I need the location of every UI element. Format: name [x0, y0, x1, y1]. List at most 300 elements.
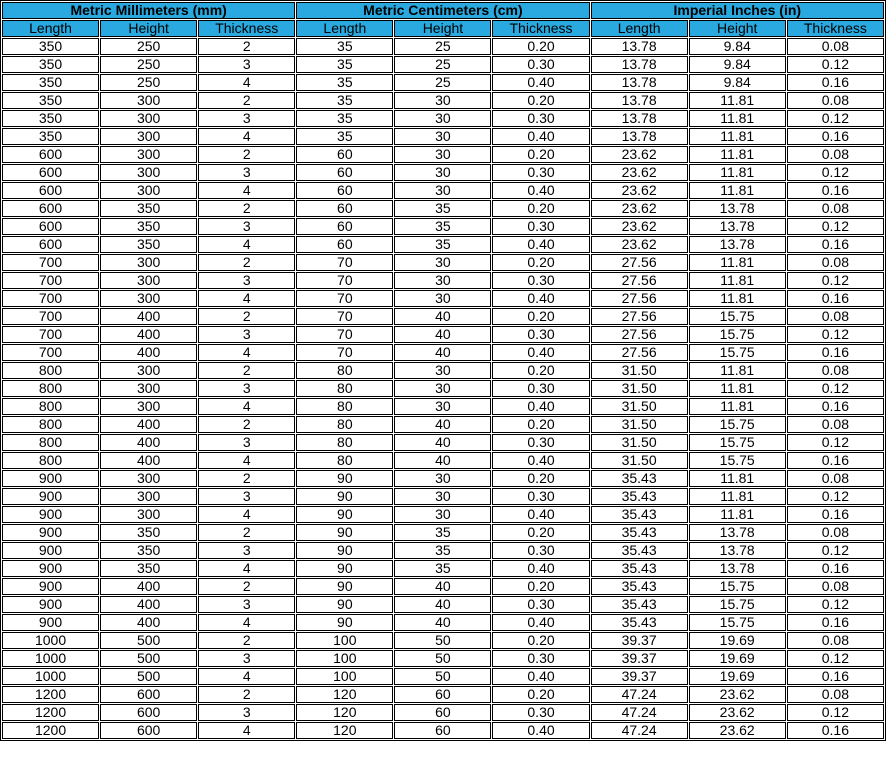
table-cell: 0.40: [492, 614, 589, 631]
table-row: [2, 650, 884, 667]
table-cell: 4: [198, 506, 295, 523]
table-cell: 0.40: [492, 506, 589, 523]
table-cell: 900: [2, 560, 99, 577]
table-cell: 900: [2, 470, 99, 487]
table-cell: 700: [2, 272, 99, 289]
table-cell: 23.62: [591, 164, 688, 181]
table-cell: 0.12: [787, 56, 884, 73]
table-row: [2, 326, 884, 343]
table-cell: 3: [198, 272, 295, 289]
table-cell: 80: [296, 452, 393, 469]
table-cell: 800: [2, 380, 99, 397]
table-cell: 0.16: [787, 614, 884, 631]
table-cell: 70: [296, 326, 393, 343]
table-cell: 2: [198, 578, 295, 595]
table-cell: 35: [296, 92, 393, 109]
table-row: [2, 74, 884, 91]
table-cell: 2: [198, 416, 295, 433]
table-cell: 300: [100, 362, 197, 379]
table-cell: 0.20: [492, 470, 589, 487]
column-header-row: [2, 20, 884, 37]
table-cell: 31.50: [591, 398, 688, 415]
table-cell: 350: [2, 38, 99, 55]
table-cell: 0.40: [492, 344, 589, 361]
table-cell: 11.81: [689, 380, 786, 397]
table-cell: 40: [394, 596, 491, 613]
table-cell: 13.78: [591, 128, 688, 145]
table-cell: 80: [296, 434, 393, 451]
table-cell: 35: [394, 524, 491, 541]
table-cell: 60: [296, 164, 393, 181]
table-cell: 3: [198, 542, 295, 559]
table-cell: 0.16: [787, 128, 884, 145]
table-cell: 0.30: [492, 110, 589, 127]
table-cell: 19.69: [689, 668, 786, 685]
table-cell: 300: [100, 92, 197, 109]
table-cell: 600: [2, 236, 99, 253]
table-cell: 400: [100, 344, 197, 361]
table-cell: 35: [394, 560, 491, 577]
group-header-metric-millimeters: Metric Millimeters (mm): [2, 2, 295, 19]
table-cell: 11.81: [689, 110, 786, 127]
table-cell: 0.30: [492, 164, 589, 181]
table-cell: 900: [2, 542, 99, 559]
table-cell: 0.12: [787, 596, 884, 613]
table-cell: 90: [296, 596, 393, 613]
table-cell: 3: [198, 218, 295, 235]
table-cell: 90: [296, 560, 393, 577]
table-cell: 0.16: [787, 182, 884, 199]
table-cell: 47.24: [591, 704, 688, 721]
table-cell: 15.75: [689, 308, 786, 325]
table-cell: 0.40: [492, 182, 589, 199]
table-cell: 35: [394, 200, 491, 217]
table-cell: 0.08: [787, 524, 884, 541]
table-cell: 0.08: [787, 416, 884, 433]
table-cell: 400: [100, 434, 197, 451]
table-cell: 300: [100, 164, 197, 181]
table-cell: 60: [394, 722, 491, 739]
table-cell: 3: [198, 110, 295, 127]
table-cell: 11.81: [689, 470, 786, 487]
table-cell: 13.78: [591, 110, 688, 127]
table-cell: 35.43: [591, 560, 688, 577]
column-header: Length: [296, 20, 393, 37]
table-cell: 15.75: [689, 344, 786, 361]
table-cell: 50: [394, 650, 491, 667]
table-cell: 600: [2, 146, 99, 163]
table-cell: 27.56: [591, 272, 688, 289]
table-cell: 400: [100, 614, 197, 631]
table-body: [2, 38, 884, 739]
table-cell: 300: [100, 380, 197, 397]
table-cell: 250: [100, 38, 197, 55]
table-row: [2, 542, 884, 559]
table-cell: 0.20: [492, 254, 589, 271]
group-header-metric-centimeters: Metric Centimeters (cm): [296, 2, 589, 19]
table-cell: 19.69: [689, 650, 786, 667]
table-cell: 13.78: [591, 74, 688, 91]
table-cell: 350: [100, 218, 197, 235]
table-cell: 700: [2, 254, 99, 271]
table-cell: 90: [296, 614, 393, 631]
table-cell: 9.84: [689, 56, 786, 73]
table-cell: 80: [296, 416, 393, 433]
table-cell: 60: [296, 200, 393, 217]
table-cell: 600: [2, 182, 99, 199]
table-cell: 39.37: [591, 632, 688, 649]
table-row: [2, 398, 884, 415]
table-cell: 2: [198, 146, 295, 163]
table-cell: 30: [394, 290, 491, 307]
table-cell: 1000: [2, 650, 99, 667]
table-cell: 900: [2, 524, 99, 541]
table-cell: 0.16: [787, 290, 884, 307]
table-cell: 60: [394, 704, 491, 721]
table-cell: 0.08: [787, 200, 884, 217]
table-cell: 4: [198, 398, 295, 415]
table-row: [2, 380, 884, 397]
table-cell: 600: [2, 218, 99, 235]
table-row: [2, 632, 884, 649]
table-cell: 350: [2, 110, 99, 127]
table-cell: 0.30: [492, 56, 589, 73]
table-cell: 0.20: [492, 362, 589, 379]
table-cell: 23.62: [689, 722, 786, 739]
table-cell: 3: [198, 380, 295, 397]
table-cell: 30: [394, 506, 491, 523]
table-cell: 300: [100, 290, 197, 307]
table-row: [2, 506, 884, 523]
table-cell: 3: [198, 596, 295, 613]
table-row: [2, 164, 884, 181]
table-cell: 900: [2, 506, 99, 523]
table-cell: 11.81: [689, 506, 786, 523]
table-cell: 0.16: [787, 506, 884, 523]
table-cell: 35.43: [591, 524, 688, 541]
table-cell: 90: [296, 506, 393, 523]
table-cell: 350: [100, 236, 197, 253]
table-cell: 60: [296, 218, 393, 235]
table-cell: 400: [100, 578, 197, 595]
table-cell: 0.30: [492, 596, 589, 613]
table-cell: 4: [198, 614, 295, 631]
table-cell: 0.30: [492, 218, 589, 235]
table-cell: 600: [100, 722, 197, 739]
table-cell: 60: [394, 686, 491, 703]
table-cell: 4: [198, 182, 295, 199]
table-cell: 23.62: [689, 686, 786, 703]
table-cell: 500: [100, 632, 197, 649]
table-cell: 2: [198, 632, 295, 649]
table-cell: 0.08: [787, 470, 884, 487]
table-cell: 39.37: [591, 650, 688, 667]
table-row: [2, 434, 884, 451]
table-cell: 0.40: [492, 398, 589, 415]
table-cell: 0.08: [787, 254, 884, 271]
table-cell: 31.50: [591, 362, 688, 379]
table-cell: 120: [296, 704, 393, 721]
table-cell: 30: [394, 470, 491, 487]
table-cell: 11.81: [689, 488, 786, 505]
table-cell: 300: [100, 506, 197, 523]
table-cell: 35: [394, 218, 491, 235]
table-cell: 11.81: [689, 398, 786, 415]
table-cell: 350: [100, 560, 197, 577]
table-cell: 300: [100, 470, 197, 487]
table-cell: 300: [100, 254, 197, 271]
table-cell: 30: [394, 362, 491, 379]
table-cell: 13.78: [591, 92, 688, 109]
table-cell: 50: [394, 668, 491, 685]
table-cell: 40: [394, 434, 491, 451]
table-cell: 120: [296, 722, 393, 739]
table-cell: 30: [394, 110, 491, 127]
table-cell: 0.40: [492, 452, 589, 469]
table-cell: 400: [100, 596, 197, 613]
table-cell: 4: [198, 290, 295, 307]
table-cell: 2: [198, 200, 295, 217]
table-cell: 800: [2, 434, 99, 451]
table-row: [2, 146, 884, 163]
table-cell: 0.30: [492, 650, 589, 667]
table-cell: 30: [394, 398, 491, 415]
table-cell: 0.12: [787, 218, 884, 235]
table-cell: 0.08: [787, 686, 884, 703]
table-cell: 1200: [2, 704, 99, 721]
table-cell: 800: [2, 398, 99, 415]
table-cell: 0.40: [492, 722, 589, 739]
table-cell: 2: [198, 38, 295, 55]
table-cell: 0.20: [492, 146, 589, 163]
table-cell: 800: [2, 362, 99, 379]
table-cell: 0.16: [787, 236, 884, 253]
table-cell: 500: [100, 650, 197, 667]
column-header: Height: [689, 20, 786, 37]
table-cell: 13.78: [689, 236, 786, 253]
table-cell: 2: [198, 524, 295, 541]
table-cell: 15.75: [689, 596, 786, 613]
table-row: [2, 524, 884, 541]
table-cell: 35.43: [591, 596, 688, 613]
table-cell: 90: [296, 578, 393, 595]
table-cell: 15.75: [689, 326, 786, 343]
table-cell: 3: [198, 326, 295, 343]
table-cell: 40: [394, 344, 491, 361]
table-cell: 0.12: [787, 488, 884, 505]
table-cell: 35: [296, 56, 393, 73]
table-cell: 300: [100, 182, 197, 199]
table-row: [2, 38, 884, 55]
table-cell: 4: [198, 74, 295, 91]
table-cell: 100: [296, 650, 393, 667]
table-cell: 40: [394, 452, 491, 469]
table-cell: 0.20: [492, 92, 589, 109]
table-cell: 13.78: [591, 56, 688, 73]
table-row: [2, 470, 884, 487]
table-cell: 15.75: [689, 416, 786, 433]
table-cell: 0.40: [492, 560, 589, 577]
table-cell: 350: [2, 128, 99, 145]
table-row: [2, 596, 884, 613]
table-cell: 900: [2, 596, 99, 613]
table-cell: 35: [296, 74, 393, 91]
table-cell: 1000: [2, 668, 99, 685]
table-cell: 500: [100, 668, 197, 685]
table-cell: 0.16: [787, 74, 884, 91]
table-cell: 13.78: [689, 218, 786, 235]
table-cell: 35: [296, 38, 393, 55]
table-cell: 13.78: [591, 38, 688, 55]
table-cell: 35: [296, 128, 393, 145]
table-row: [2, 290, 884, 307]
table-cell: 11.81: [689, 272, 786, 289]
table-cell: 0.16: [787, 452, 884, 469]
table-row: [2, 182, 884, 199]
table-cell: 0.30: [492, 272, 589, 289]
table-cell: 0.20: [492, 524, 589, 541]
group-header-imperial-inches: Imperial Inches (in): [591, 2, 884, 19]
table-row: [2, 686, 884, 703]
table-cell: 23.62: [591, 218, 688, 235]
table-cell: 4: [198, 236, 295, 253]
table-cell: 0.20: [492, 416, 589, 433]
table-cell: 70: [296, 254, 393, 271]
table-cell: 350: [100, 542, 197, 559]
table-cell: 31.50: [591, 452, 688, 469]
table-cell: 350: [2, 74, 99, 91]
table-row: [2, 254, 884, 271]
table-cell: 30: [394, 254, 491, 271]
table-cell: 60: [296, 146, 393, 163]
column-header: Thickness: [492, 20, 589, 37]
table-cell: 0.12: [787, 542, 884, 559]
table-cell: 0.40: [492, 668, 589, 685]
table-cell: 600: [2, 164, 99, 181]
table-cell: 30: [394, 380, 491, 397]
table-row: [2, 308, 884, 325]
table-cell: 15.75: [689, 578, 786, 595]
table-cell: 13.78: [689, 542, 786, 559]
table-cell: 31.50: [591, 416, 688, 433]
table-cell: 300: [100, 146, 197, 163]
table-cell: 60: [296, 182, 393, 199]
table-cell: 3: [198, 164, 295, 181]
table-cell: 0.12: [787, 704, 884, 721]
table-cell: 9.84: [689, 38, 786, 55]
table-cell: 35.43: [591, 542, 688, 559]
table-cell: 800: [2, 416, 99, 433]
table-cell: 80: [296, 398, 393, 415]
table-cell: 30: [394, 488, 491, 505]
table-cell: 30: [394, 128, 491, 145]
table-cell: 300: [100, 488, 197, 505]
table-cell: 70: [296, 290, 393, 307]
table-cell: 0.30: [492, 326, 589, 343]
table-cell: 350: [2, 92, 99, 109]
table-cell: 0.12: [787, 434, 884, 451]
table-cell: 0.12: [787, 650, 884, 667]
table-cell: 0.20: [492, 686, 589, 703]
table-cell: 350: [100, 200, 197, 217]
table-cell: 350: [2, 56, 99, 73]
table-cell: 0.30: [492, 542, 589, 559]
table-cell: 400: [100, 452, 197, 469]
table-cell: 0.12: [787, 110, 884, 127]
table-cell: 23.62: [591, 236, 688, 253]
table-cell: 900: [2, 488, 99, 505]
table-row: [2, 110, 884, 127]
table-cell: 0.12: [787, 164, 884, 181]
table-row: [2, 362, 884, 379]
table-cell: 0.16: [787, 344, 884, 361]
table-cell: 700: [2, 290, 99, 307]
table-cell: 0.16: [787, 398, 884, 415]
table-cell: 40: [394, 416, 491, 433]
table-cell: 23.62: [689, 704, 786, 721]
table-cell: 11.81: [689, 128, 786, 145]
table-cell: 400: [100, 326, 197, 343]
table-cell: 1200: [2, 686, 99, 703]
table-row: [2, 236, 884, 253]
table-cell: 31.50: [591, 434, 688, 451]
table-cell: 700: [2, 344, 99, 361]
table-cell: 800: [2, 452, 99, 469]
table-cell: 700: [2, 326, 99, 343]
table-cell: 90: [296, 542, 393, 559]
table-cell: 35.43: [591, 470, 688, 487]
table-cell: 25: [394, 74, 491, 91]
table-cell: 2: [198, 92, 295, 109]
table-row: [2, 128, 884, 145]
table-row: [2, 200, 884, 217]
table-cell: 27.56: [591, 290, 688, 307]
table-cell: 600: [100, 686, 197, 703]
table-cell: 90: [296, 488, 393, 505]
table-cell: 35.43: [591, 614, 688, 631]
table-cell: 0.08: [787, 92, 884, 109]
table-cell: 13.78: [689, 524, 786, 541]
table-cell: 0.40: [492, 236, 589, 253]
table-cell: 23.62: [591, 182, 688, 199]
table-row: [2, 488, 884, 505]
table-cell: 0.20: [492, 632, 589, 649]
table-cell: 70: [296, 344, 393, 361]
table-cell: 0.40: [492, 128, 589, 145]
table-row: [2, 578, 884, 595]
table-cell: 50: [394, 632, 491, 649]
table-cell: 300: [100, 272, 197, 289]
table-cell: 31.50: [591, 380, 688, 397]
table-cell: 0.08: [787, 146, 884, 163]
table-row: [2, 218, 884, 235]
table-cell: 0.16: [787, 722, 884, 739]
table-cell: 2: [198, 308, 295, 325]
table-cell: 35.43: [591, 578, 688, 595]
table-row: [2, 344, 884, 361]
table-cell: 13.78: [689, 200, 786, 217]
table-cell: 0.40: [492, 74, 589, 91]
table-cell: 27.56: [591, 254, 688, 271]
table-cell: 35: [296, 110, 393, 127]
table-cell: 35: [394, 236, 491, 253]
table-cell: 11.81: [689, 290, 786, 307]
table-cell: 11.81: [689, 146, 786, 163]
table-cell: 11.81: [689, 164, 786, 181]
table-cell: 11.81: [689, 254, 786, 271]
table-cell: 9.84: [689, 74, 786, 91]
table-cell: 30: [394, 164, 491, 181]
